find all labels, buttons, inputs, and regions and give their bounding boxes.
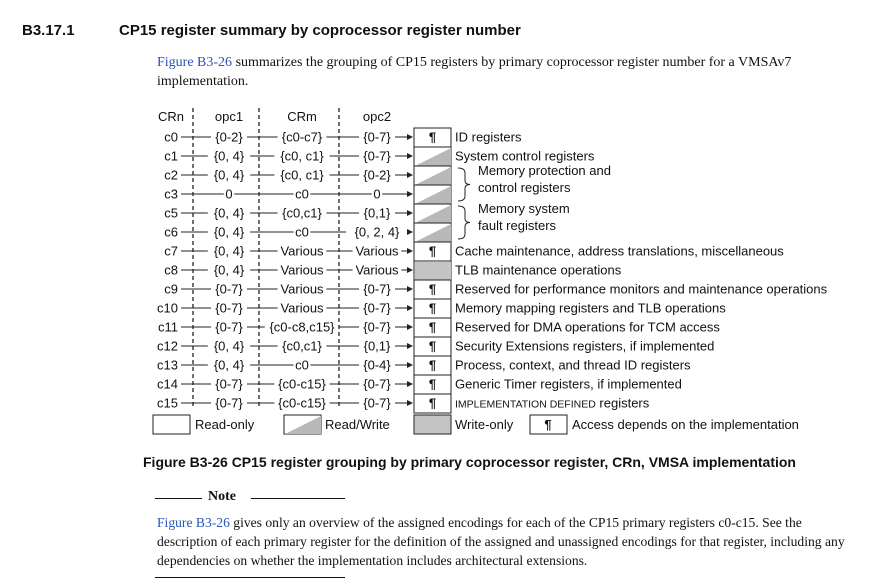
- crm-value: Various: [280, 262, 324, 278]
- register-description: Security Extensions registers, if implemented: [455, 338, 715, 354]
- crm-value: {c0,c1}: [282, 338, 322, 354]
- impl-defined-smallcaps: IMPLEMENTATION DEFINED: [455, 398, 596, 411]
- crm-value: {c0-c15}: [278, 395, 326, 411]
- opc1-value: {0, 4}: [213, 167, 245, 183]
- brace-memory-fault: [458, 206, 470, 239]
- crm-value: {c0, c1}: [280, 148, 324, 164]
- impl-defined-rest: registers: [595, 395, 650, 411]
- pilcrow-mark: ¶: [428, 357, 437, 373]
- figure-caption: Figure B3-26 CP15 register grouping by primary coprocessor register, CRn, VMSA implementation: [143, 454, 796, 470]
- crn-label: c1: [164, 148, 178, 164]
- arrow-head: [407, 343, 413, 349]
- crn-label: c13: [157, 357, 178, 373]
- crm-value: {c0, c1}: [280, 167, 324, 183]
- opc1-value: {0-2}: [215, 129, 243, 145]
- section-number: B3.17.1: [22, 22, 75, 39]
- crn-label: c11: [158, 319, 178, 335]
- arrow-head: [407, 172, 413, 178]
- opc1-value: {0, 4}: [213, 148, 245, 164]
- arrow-head: [407, 210, 413, 216]
- opc1-value: {0, 4}: [213, 338, 245, 354]
- note-rule-right: [251, 498, 345, 499]
- opc2-value: {0-7}: [363, 376, 391, 392]
- pilcrow-mark: ¶: [428, 281, 437, 297]
- pilcrow-mark: ¶: [428, 338, 437, 354]
- crm-value: {c0-c7}: [281, 129, 323, 145]
- crm-value: c0: [295, 224, 309, 240]
- arrow-head: [407, 286, 413, 292]
- register-description: Process, context, and thread ID registers: [455, 357, 691, 373]
- crm-value: Various: [280, 281, 324, 297]
- arrow-head: [407, 191, 413, 197]
- opc2-value: {0-4}: [363, 357, 391, 373]
- opc2-value: Various: [355, 243, 399, 259]
- opc1-value: {0-7}: [215, 319, 243, 335]
- section-title: CP15 register summary by coprocessor register number: [119, 22, 521, 39]
- arrow-head: [407, 267, 413, 273]
- pilcrow-mark: ¶: [428, 376, 437, 392]
- opc2-value: {0-2}: [363, 167, 391, 183]
- legend-write-only-swatch: [414, 415, 451, 434]
- opc2-value: {0-7}: [363, 281, 391, 297]
- figure-link[interactable]: Figure B3-26: [157, 55, 233, 70]
- crm-value: Various: [280, 300, 324, 316]
- pilcrow-mark: ¶: [428, 395, 437, 411]
- header-opc2: opc2: [362, 109, 392, 124]
- crn-label: c2: [164, 167, 178, 183]
- opc1-value: {0-7}: [215, 300, 243, 316]
- access-wo-fill: [415, 262, 451, 280]
- crn-label: c12: [157, 338, 178, 354]
- register-description: Memory mapping registers and TLB operations: [455, 300, 726, 316]
- crm-value: c0: [295, 357, 309, 373]
- opc2-value: {0-7}: [363, 300, 391, 316]
- crm-value: {c0-c15}: [278, 376, 326, 392]
- register-description: System control registers: [455, 148, 595, 164]
- crn-label: c3: [164, 186, 178, 202]
- crn-label: c5: [164, 205, 178, 221]
- crn-label: c9: [164, 281, 178, 297]
- note-figure-link[interactable]: Figure B3-26: [157, 515, 230, 530]
- group-label-line: Memory system: [478, 201, 570, 216]
- pilcrow-mark: ¶: [428, 129, 437, 145]
- arrow-head: [407, 362, 413, 368]
- opc1-value: {0-7}: [215, 281, 243, 297]
- pilcrow-mark: ¶: [428, 243, 437, 259]
- note-text: gives only an overview of the assigned encodings for each of the CP15 primary registers c0-c15. See the description of each primary register for the definition of the assigned and unassigned encodings for that register, including any dependencies on whether the implementation includes architectural extensions.: [157, 515, 845, 568]
- register-description: Cache maintenance, address translations, miscellaneous: [455, 243, 784, 259]
- crm-value: c0: [295, 186, 309, 202]
- crn-label: c0: [164, 129, 178, 145]
- arrow-head: [407, 248, 413, 254]
- opc1-value: {0, 4}: [213, 205, 245, 221]
- arrow-head: [407, 134, 413, 140]
- opc2-value: {0,1}: [363, 338, 391, 354]
- legend-read-only-label: Read-only: [195, 417, 255, 432]
- note-heading: [155, 489, 345, 507]
- crm-value: Various: [280, 243, 324, 259]
- crm-value: {c0-c8,c15}: [269, 319, 335, 335]
- arrow-head: [407, 381, 413, 387]
- opc1-value: {0, 4}: [213, 243, 245, 259]
- opc2-value: Various: [355, 262, 399, 278]
- opc2-value: {0-7}: [363, 148, 391, 164]
- arrow-head: [407, 324, 413, 330]
- header-crm: CRm: [287, 109, 317, 124]
- arrow-head: [407, 229, 413, 235]
- crn-label: c14: [157, 376, 178, 392]
- group-label-line: fault registers: [478, 218, 557, 233]
- legend-read-write-label: Read/Write: [325, 417, 390, 432]
- crn-label: c6: [164, 224, 178, 240]
- crn-label: c10: [157, 300, 178, 316]
- note-rule-left: [155, 498, 202, 499]
- legend-read-only-swatch: [153, 415, 190, 434]
- opc2-value: {0, 2, 4}: [354, 224, 400, 240]
- note-bottom-rule: [155, 577, 345, 578]
- opc1-value: {0, 4}: [213, 262, 245, 278]
- register-description: Generic Timer registers, if implemented: [455, 376, 682, 392]
- opc1-value: {0, 4}: [213, 224, 245, 240]
- register-description: ID registers: [455, 129, 522, 145]
- crm-value: {c0,c1}: [282, 205, 322, 221]
- brace-memory-protection: [458, 168, 470, 201]
- legend-impl-label: Access depends on the implementation: [572, 417, 799, 432]
- note-label: Note: [208, 489, 236, 504]
- arrow-head: [407, 305, 413, 311]
- opc1-value: 0: [225, 186, 233, 202]
- intro-text: summarizes the grouping of CP15 registers by primary coprocessor register number for a VMSAv7 implementation.: [157, 55, 792, 89]
- opc1-value: {0-7}: [215, 395, 243, 411]
- header-crn: CRn: [157, 109, 185, 124]
- note-paragraph: [157, 513, 847, 570]
- opc2-value: 0: [373, 186, 381, 202]
- opc2-value: {0-7}: [363, 319, 391, 335]
- crn-label: c7: [164, 243, 178, 259]
- legend-write-only-label: Write-only: [455, 417, 514, 432]
- crn-label: c15: [157, 395, 178, 411]
- arrow-head: [407, 153, 413, 159]
- opc2-value: {0-7}: [363, 129, 391, 145]
- pilcrow-mark: ¶: [428, 300, 437, 316]
- group-label-line: control registers: [478, 180, 571, 195]
- opc2-value: {0-7}: [363, 395, 391, 411]
- opc1-value: {0, 4}: [213, 357, 245, 373]
- opc1-value: {0-7}: [215, 376, 243, 392]
- crn-label: c8: [164, 262, 178, 278]
- register-description: Reserved for DMA operations for TCM access: [455, 319, 720, 335]
- register-description: [455, 396, 650, 411]
- group-label-line: Memory protection and: [478, 163, 611, 178]
- header-opc1: opc1: [214, 109, 244, 124]
- pilcrow-mark: ¶: [428, 319, 437, 335]
- opc2-value: {0,1}: [363, 205, 391, 221]
- register-description: TLB maintenance operations: [455, 262, 622, 278]
- arrow-head: [407, 400, 413, 406]
- register-description: Reserved for performance monitors and maintenance operations: [455, 281, 828, 297]
- legend-pilcrow: ¶: [544, 417, 552, 432]
